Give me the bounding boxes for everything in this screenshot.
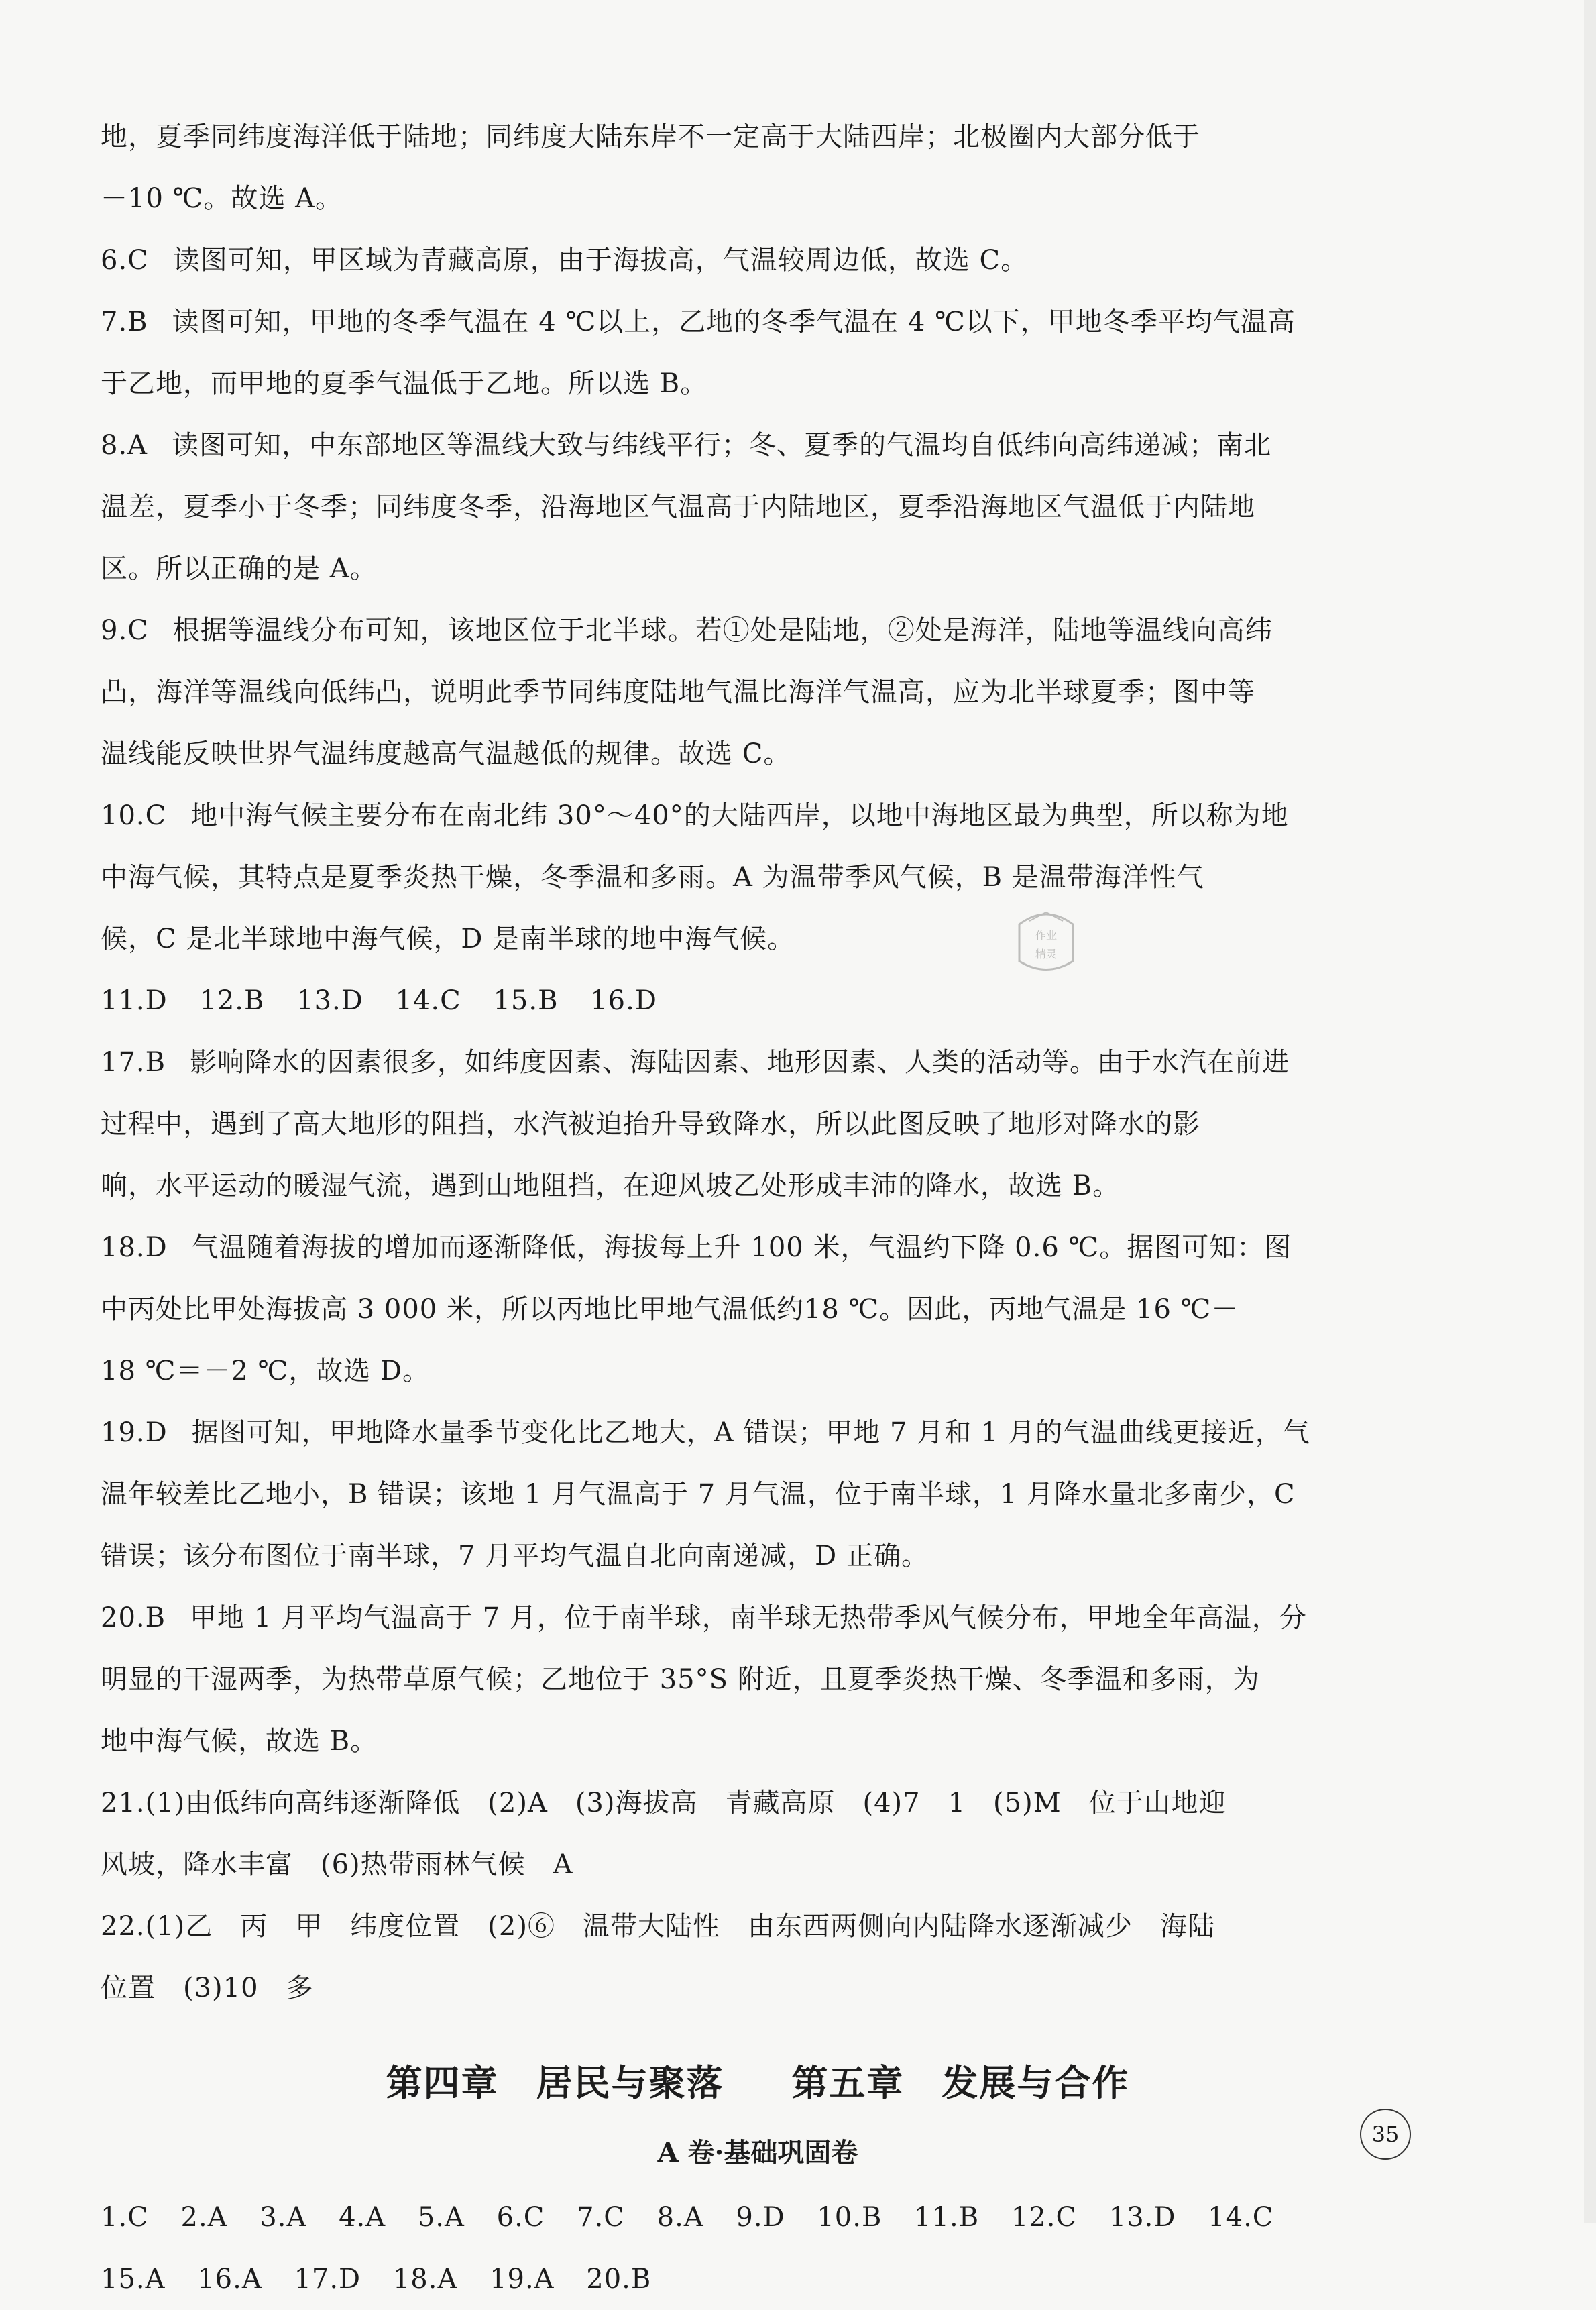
answer-text: 气温随着海拔的增加而逐渐降低，海拔每上升 100 米，气温约下降 0.6 ℃。据图可知：图 bbox=[191, 1232, 1292, 1263]
answer-7 bbox=[101, 291, 1415, 353]
answers-11-16 bbox=[101, 970, 1415, 1032]
answer-22 bbox=[101, 1895, 1415, 1957]
stamp-text: 作业 bbox=[1035, 929, 1058, 942]
answer-6 bbox=[101, 229, 1415, 291]
answer-10-cont: 候，C 是北半球地中海气候，D 是南半球的地中海气候。 bbox=[101, 924, 795, 954]
answer-choice: 8.A bbox=[657, 2202, 704, 2233]
answer-17 bbox=[101, 1032, 1415, 1093]
page-number: 35 bbox=[1360, 2109, 1411, 2160]
answer-number: 8.A bbox=[101, 430, 148, 461]
answer-21-cont: 风坡，降水丰富 (6)热带雨林气候 A bbox=[101, 1849, 573, 1880]
chapter-title-left: 第四章 居民与聚落 bbox=[386, 2061, 724, 2104]
watermark-stamp bbox=[1006, 904, 1086, 979]
answer-number: 20.B bbox=[101, 1602, 166, 1633]
answer-text: 读图可知，甲地的冬季气温在 4 ℃以上，乙地的冬季气温在 4 ℃以下，甲地冬季平均气温高 bbox=[172, 307, 1296, 337]
answer-22-cont: 位置 (3)10 多 bbox=[101, 1973, 314, 2003]
answer-choice: 11.B bbox=[914, 2202, 980, 2233]
answer-choice: 14.C bbox=[395, 985, 461, 1016]
answer-choice: 11.D bbox=[101, 985, 168, 1016]
answer-8-cont: 区。所以正确的是 A。 bbox=[101, 553, 378, 584]
answer-20 bbox=[101, 1587, 1415, 1649]
answer-20-cont: 地中海气候，故选 B。 bbox=[101, 1726, 378, 1757]
answer-text: (1)乙 丙 甲 纬度位置 (2)⑥ 温带大陆性 由东西两侧向内陆降水逐渐减少 海陆 bbox=[145, 1911, 1215, 1942]
answers-row-2 bbox=[101, 2248, 1415, 2310]
answer-choice: 19.A bbox=[490, 2264, 555, 2295]
answer-9-cont: 凸，海洋等温线向低纬凸，说明此季节同纬度陆地气温比海洋气温高，应为北半球夏季；图中等 bbox=[101, 677, 1255, 708]
answer-text: (1)由低纬向高纬逐渐降低 (2)A (3)海拔高 青藏高原 (4)7 1 (5)M 位于山地迎 bbox=[145, 1788, 1227, 1818]
answer-text: 影响降水的因素很多，如纬度因素、海陆因素、地形因素、人类的活动等。由于水汽在前进 bbox=[190, 1047, 1290, 1078]
stamp-text: 精灵 bbox=[1035, 948, 1058, 960]
answer-choice: 9.D bbox=[736, 2202, 785, 2233]
answer-8-cont: 温差，夏季小于冬季；同纬度冬季，沿海地区气温高于内陆地区，夏季沿海地区气温低于内陆地 bbox=[101, 492, 1255, 522]
answer-choice: 7.C bbox=[577, 2202, 625, 2233]
answer-number: 19.D bbox=[101, 1417, 168, 1448]
answer-number: 7.B bbox=[101, 307, 148, 337]
intro-line: 地，夏季同纬度海洋低于陆地；同纬度大陆东岸不一定高于大陆西岸；北极圈内大部分低于 bbox=[101, 121, 1200, 152]
answer-19-cont: 错误；该分布图位于南半球，7 月平均气温自北向南递减，D 正确。 bbox=[101, 1541, 929, 1572]
answer-19-cont: 温年较差比乙地小，B 错误；该地 1 月气温高于 7 月气温，位于南半球，1 月降水量北多南少，C bbox=[101, 1479, 1296, 1510]
answer-18 bbox=[101, 1217, 1415, 1278]
answer-number: 17.B bbox=[101, 1047, 166, 1078]
answer-7-cont: 于乙地，而甲地的夏季气温低于乙地。所以选 B。 bbox=[101, 368, 708, 399]
answer-choice: 13.D bbox=[1108, 2202, 1176, 2233]
answer-text: 读图可知，甲区域为青藏高原，由于海拔高，气温较周边低，故选 C。 bbox=[172, 245, 1029, 276]
answer-choice: 16.D bbox=[590, 985, 657, 1016]
answer-number: 10.C bbox=[101, 800, 167, 831]
answer-choice: 15.B bbox=[493, 985, 559, 1016]
answer-choice: 17.D bbox=[294, 2264, 361, 2295]
answer-18-cont: 中丙处比甲处海拔高 3 000 米，所以丙地比甲地气温低约18 ℃。因此，丙地气温是 16 ℃－ bbox=[101, 1294, 1239, 1325]
answer-text: 读图可知，中东部地区等温线大致与纬线平行；冬、夏季的气温均自低纬向高纬递减；南北 bbox=[172, 430, 1272, 461]
answer-choice: 15.A bbox=[101, 2264, 166, 2295]
section-heading: A 卷·基础巩固卷 bbox=[657, 2137, 858, 2168]
chapter-heading bbox=[101, 2046, 1415, 2120]
answer-choice: 18.A bbox=[392, 2264, 458, 2295]
answer-9 bbox=[101, 600, 1415, 661]
answers-row-1 bbox=[101, 2187, 1415, 2248]
answer-number: 9.C bbox=[101, 615, 149, 646]
answer-18-cont: 18 ℃＝－2 ℃，故选 D。 bbox=[101, 1356, 431, 1386]
answer-number: 22. bbox=[101, 1911, 146, 1942]
answer-17-cont: 响，水平运动的暖湿气流，遇到山地阻挡，在迎风坡乙处形成丰沛的降水，故选 B。 bbox=[101, 1170, 1121, 1201]
answer-choice: 2.A bbox=[180, 2202, 228, 2233]
intro-line: －10 ℃。故选 A。 bbox=[101, 183, 343, 214]
answer-number: 6.C bbox=[101, 245, 149, 276]
answer-20-cont: 明显的干湿两季，为热带草原气候；乙地位于 35°S 附近，且夏季炎热干燥、冬季温和多雨，为 bbox=[101, 1664, 1260, 1695]
answer-19 bbox=[101, 1402, 1415, 1464]
answer-choice: 13.D bbox=[296, 985, 363, 1016]
answer-choice: 20.B bbox=[586, 2264, 652, 2295]
answer-choice: 10.B bbox=[817, 2202, 882, 2233]
answer-number: 18.D bbox=[101, 1232, 168, 1263]
chapter-title-right: 第五章 发展与合作 bbox=[791, 2061, 1130, 2104]
answer-8 bbox=[101, 415, 1415, 476]
answer-choice: 4.A bbox=[339, 2202, 386, 2233]
answer-text: 地中海气候主要分布在南北纬 30°～40°的大陆西岸，以地中海地区最为典型，所以称为地 bbox=[190, 800, 1289, 831]
answer-choice: 1.C bbox=[101, 2202, 149, 2233]
answer-text: 甲地 1 月平均气温高于 7 月，位于南半球，南半球无热带季风气候分布，甲地全年高温，分 bbox=[190, 1602, 1307, 1633]
answer-9-cont: 温线能反映世界气温纬度越高气温越低的规律。故选 C。 bbox=[101, 738, 791, 769]
answer-10-cont: 中海气候，其特点是夏季炎热干燥，冬季温和多雨。A 为温带季风气候，B 是温带海洋性气 bbox=[101, 862, 1204, 893]
answer-choice: 16.A bbox=[197, 2264, 262, 2295]
answer-choice: 6.C bbox=[496, 2202, 545, 2233]
answer-10 bbox=[101, 785, 1415, 846]
answer-number: 21. bbox=[101, 1788, 146, 1818]
answer-choice: 3.A bbox=[260, 2202, 307, 2233]
answer-17-cont: 过程中，遇到了高大地形的阻挡，水汽被迫抬升导致降水，所以此图反映了地形对降水的影 bbox=[101, 1109, 1200, 1140]
answer-content bbox=[101, 106, 1415, 2310]
answer-choice: 14.C bbox=[1208, 2202, 1274, 2233]
answer-choice: 12.C bbox=[1011, 2202, 1078, 2233]
answer-text: 据图可知，甲地降水量季节变化比乙地大，A 错误；甲地 7 月和 1 月的气温曲线更接近，气 bbox=[191, 1417, 1311, 1448]
answer-text: 根据等温线分布可知，该地区位于北半球。若①处是陆地，②处是海洋，陆地等温线向高纬 bbox=[172, 615, 1273, 646]
page-edge bbox=[1584, 0, 1596, 2223]
answer-choice: 12.B bbox=[199, 985, 265, 1016]
answer-choice: 5.A bbox=[417, 2202, 465, 2233]
answer-21 bbox=[101, 1772, 1415, 1834]
